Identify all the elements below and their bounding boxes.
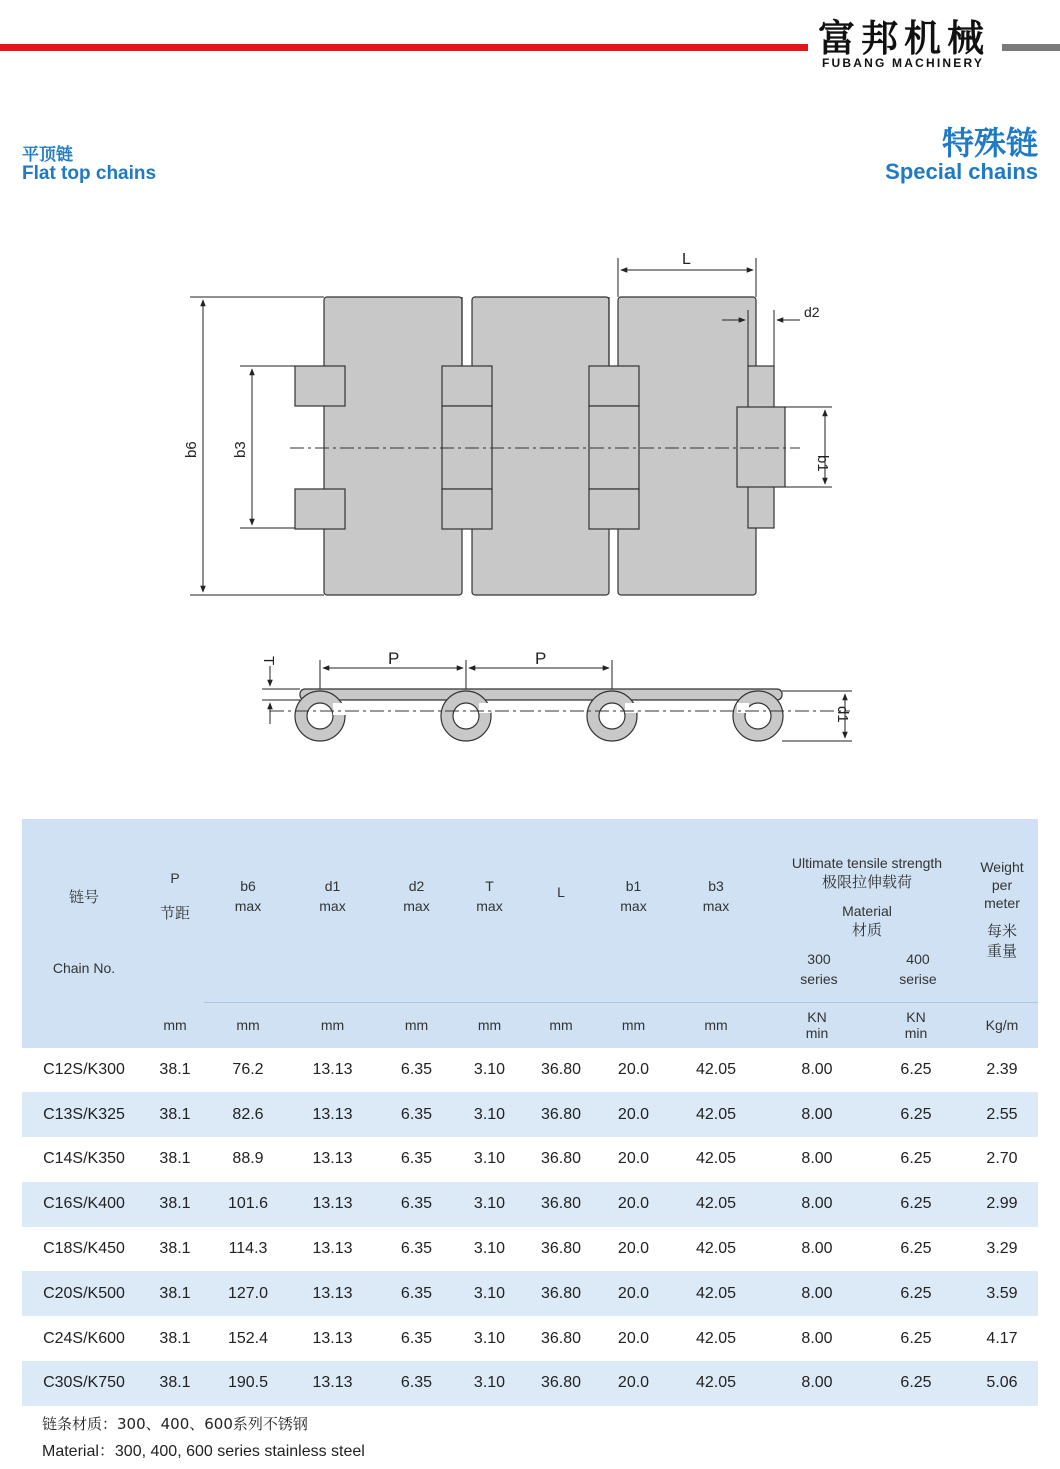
table-cell: 36.80 [519,1271,603,1316]
header-400-sub: serise [899,971,937,987]
dim-label-b1: b1 [814,455,831,472]
unit-kn: KN [807,1009,827,1025]
header-chain-no [22,819,146,1048]
table-cell: 6.35 [373,1227,460,1272]
spec-table-container [22,819,1038,1406]
table-cell: 8.00 [768,1137,866,1182]
table-row [22,1271,1038,1316]
table-cell: 42.05 [664,1316,768,1361]
table-cell: 36.80 [519,1092,603,1137]
unit-cell: mm [292,1002,373,1048]
table-cell: 13.13 [292,1361,373,1406]
header-weight-cn1: 每米 [986,923,1017,941]
table-cell: 8.00 [768,1182,866,1227]
header-material-cn: 材质 [851,922,882,939]
header-l [519,819,603,1002]
unit-cell [866,1002,966,1048]
header-d1 [292,819,373,1002]
material-note-en: Material：300, 400, 600 series stainless steel [42,1443,365,1460]
table-row [22,1361,1038,1406]
material-note-cn: 链条材质：300、400、600系列不锈钢 [42,1415,308,1433]
table-cell: 38.1 [146,1361,204,1406]
table-cell: 8.00 [768,1316,866,1361]
table-cell: 6.35 [373,1182,460,1227]
table-cell: 20.0 [603,1048,664,1093]
section-title-cn: 平顶链 [22,145,73,165]
table-cell: 2.55 [966,1092,1038,1137]
table-cell: 3.10 [460,1316,519,1361]
unit-cell: mm [664,1002,768,1048]
table-cell: 3.10 [460,1227,519,1272]
header-t-label: T [485,878,494,895]
unit-cell: mm [163,1016,187,1033]
table-cell: 8.00 [768,1361,866,1406]
unit-cell: mm [460,1002,519,1048]
header-b6-sub: max [234,898,262,915]
table-cell: 42.05 [664,1227,768,1272]
category-title-cn: 特殊链 [941,124,1038,162]
table-cell: 3.10 [460,1048,519,1093]
header-d1-sub: max [319,898,346,915]
table-cell: 6.25 [866,1137,966,1182]
header-t [460,819,519,1002]
table-cell: 13.13 [292,1048,373,1093]
table-cell: 8.00 [768,1048,866,1093]
unit-kn: KN [906,1009,926,1025]
table-cell: 6.35 [373,1361,460,1406]
table-cell: 114.3 [204,1227,292,1272]
table-cell: 20.0 [603,1316,664,1361]
table-cell: 42.05 [664,1137,768,1182]
header-d1-label: d1 [324,878,341,895]
table-cell: 3.10 [460,1092,519,1137]
table-cell: 6.35 [373,1271,460,1316]
side-view [295,689,783,741]
table-cell: 42.05 [664,1092,768,1137]
table-cell: 3.59 [966,1271,1038,1316]
table-cell: 6.25 [866,1048,966,1093]
unit-min: min [904,1025,928,1041]
table-cell: 6.35 [373,1092,460,1137]
table-cell: 190.5 [204,1361,292,1406]
table-cell: 6.35 [373,1048,460,1093]
header-d2-label: d2 [408,878,425,895]
unit-cell: mm [204,1002,292,1048]
table-cell: 3.10 [460,1137,519,1182]
table-cell: 82.6 [204,1092,292,1137]
table-cell: 101.6 [204,1182,292,1227]
chain-number-cell: C18S/K450 [22,1227,146,1272]
header-weight [966,819,1038,1002]
table-cell: 6.25 [866,1316,966,1361]
header-400-series [870,949,966,989]
header-material-en: Material [842,903,892,919]
chain-number-cell: C16S/K400 [22,1182,146,1227]
table-cell: 6.25 [866,1271,966,1316]
table-row [22,1092,1038,1137]
table-cell: 38.1 [146,1227,204,1272]
table-row [22,1227,1038,1272]
table-cell: 152.4 [204,1316,292,1361]
header-b1-sub: max [620,898,647,915]
unit-cell: mm [519,1002,603,1048]
table-cell: 2.70 [966,1137,1038,1182]
table-cell: 13.13 [292,1271,373,1316]
table-cell: 38.1 [146,1092,204,1137]
header-weight-cn2: 重量 [986,943,1017,961]
table-cell: 6.35 [373,1316,460,1361]
table-cell: 8.00 [768,1227,866,1272]
table-row [22,1316,1038,1361]
table-cell: 76.2 [204,1048,292,1093]
chain-number-cell: C24S/K600 [22,1316,146,1361]
header-b3-sub: max [702,898,730,915]
table-cell: 42.05 [664,1182,768,1227]
table-cell: 38.1 [146,1137,204,1182]
header-t-sub: max [476,898,503,915]
header-uts-cn: 极限拉伸载荷 [821,874,912,891]
unit-cell: mm [603,1002,664,1048]
table-cell: 6.35 [373,1137,460,1182]
table-cell: 5.06 [966,1361,1038,1406]
top-view [295,297,785,595]
table-cell: 20.0 [603,1361,664,1406]
table-cell: 38.1 [146,1048,204,1093]
dim-label-b3: b3 [232,441,249,458]
header-weight-en1: Weight [980,859,1024,876]
header-b6-label: b6 [240,878,256,895]
table-cell: 20.0 [603,1227,664,1272]
dim-label-b6: b6 [183,441,200,458]
header-300-sub: series [800,971,838,987]
table-cell: 13.13 [292,1092,373,1137]
header-p-cn: 节距 [159,904,190,922]
table-cell: 3.29 [966,1227,1038,1272]
table-cell: 20.0 [603,1092,664,1137]
table-cell: 2.99 [966,1182,1038,1227]
header-b1 [603,819,664,1002]
header-b3-label: b3 [708,878,724,895]
unit-cell [768,1002,866,1048]
table-cell: 20.0 [603,1137,664,1182]
table-cell: 6.25 [866,1092,966,1137]
table-cell: 6.25 [866,1182,966,1227]
table-cell: 42.05 [664,1271,768,1316]
table-cell: 6.25 [866,1227,966,1272]
chain-number-cell: C20S/K500 [22,1271,146,1316]
header-b3 [664,819,768,1002]
header-pitch [146,819,204,1002]
unit-cell: Kg/m [966,1002,1038,1048]
dim-label-d2: d2 [804,304,820,320]
header-d2 [373,819,460,1002]
dim-label-P: P [388,649,400,668]
table-cell: 36.80 [519,1137,603,1182]
dim-label-L: L [682,251,691,268]
dim-label-P: P [535,649,547,668]
table-cell: 8.00 [768,1271,866,1316]
table-cell: 20.0 [603,1271,664,1316]
table-cell: 38.1 [146,1271,204,1316]
header-d2-sub: max [403,898,430,915]
table-body [22,1048,1038,1406]
chain-number-cell: C13S/K325 [22,1092,146,1137]
header-weight-en3: meter [984,895,1020,912]
table-cell: 127.0 [204,1271,292,1316]
table-cell: 3.10 [460,1361,519,1406]
table-cell: 42.05 [664,1361,768,1406]
header-p: P [170,869,180,886]
header-l-label: L [557,884,565,901]
header-b6 [204,819,292,1002]
chain-number-cell: C30S/K750 [22,1361,146,1406]
table-cell: 88.9 [204,1137,292,1182]
header-b1-label: b1 [625,878,642,895]
table-cell: 42.05 [664,1048,768,1093]
table-cell: 36.80 [519,1227,603,1272]
table-cell: 4.17 [966,1316,1038,1361]
header-400-label: 400 [906,951,930,967]
chain-number-cell: C12S/K300 [22,1048,146,1093]
table-cell: 38.1 [146,1316,204,1361]
header-300-series [768,949,870,989]
header-weight-en2: per [991,877,1013,894]
table-cell: 2.39 [966,1048,1038,1093]
section-title-en: Flat top chains [22,163,157,184]
table-cell: 8.00 [768,1092,866,1137]
table-cell: 20.0 [603,1182,664,1227]
dim-label-d1: d1 [834,706,851,723]
table-header-row [22,819,1038,1002]
dim-label-T: T [260,656,277,666]
spec-table [22,819,1038,1406]
table-cell: 13.13 [292,1137,373,1182]
table-cell: 13.13 [292,1316,373,1361]
category-title-en: Special chains [885,159,1038,184]
table-cell: 36.80 [519,1316,603,1361]
chain-plate [324,297,462,595]
table-row [22,1182,1038,1227]
table-cell: 36.80 [519,1048,603,1093]
header-uts-en: Ultimate tensile strength [791,855,943,871]
table-cell: 36.80 [519,1182,603,1227]
table-cell: 3.10 [460,1182,519,1227]
table-cell: 13.13 [292,1182,373,1227]
table-cell: 13.13 [292,1227,373,1272]
table-cell: 38.1 [146,1182,204,1227]
table-cell: 36.80 [519,1361,603,1406]
unit-cell: mm [373,1002,460,1048]
header-300-label: 300 [807,951,831,967]
table-cell: 6.25 [866,1361,966,1406]
header-chain-no-en: Chain No. [52,960,116,977]
header-tensile-strength [768,819,966,1002]
brand-name-en: FUBANG MACHINERY [822,56,985,70]
unit-min: min [805,1025,829,1041]
table-row [22,1048,1038,1093]
brand-name-cn: 富邦机械 [818,17,990,60]
header-chain-no-cn: 链号 [68,889,99,907]
chain-number-cell: C14S/K350 [22,1137,146,1182]
table-row [22,1137,1038,1182]
table-cell: 3.10 [460,1271,519,1316]
table-units-row [22,1002,1038,1048]
